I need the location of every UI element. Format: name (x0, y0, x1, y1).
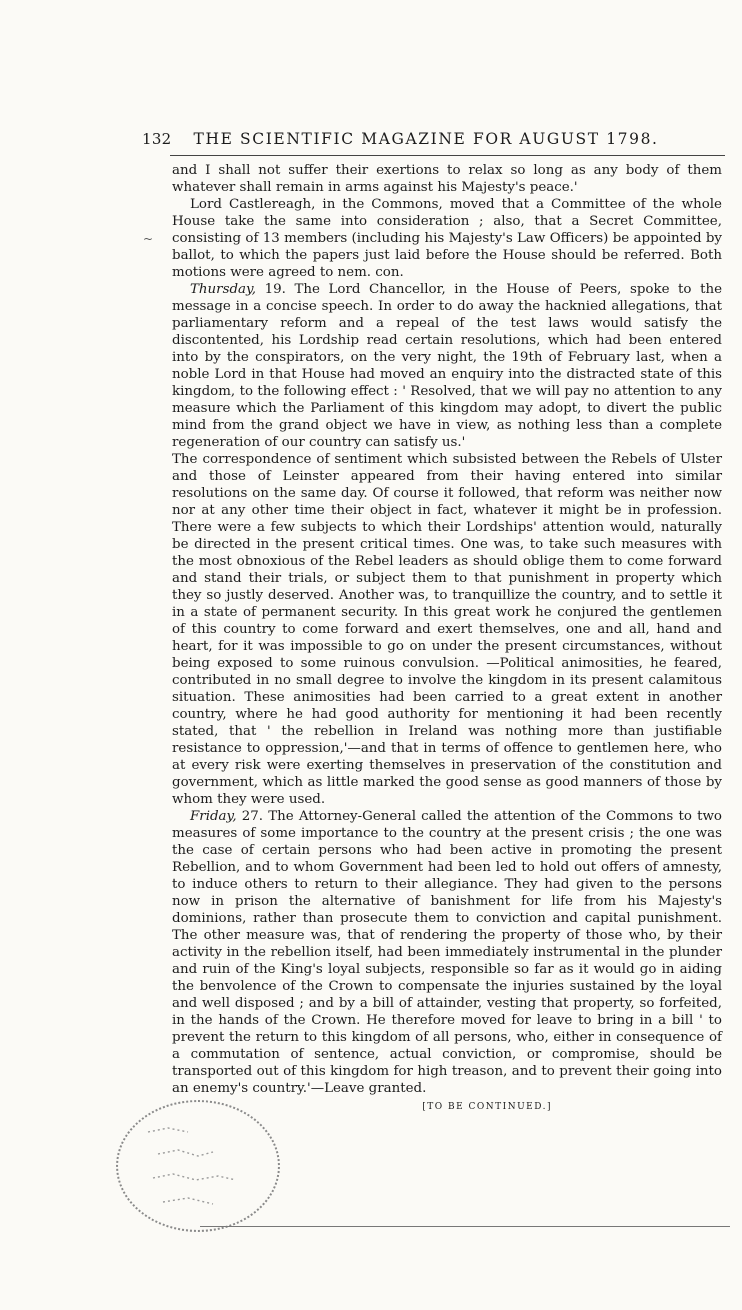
page-header (142, 130, 722, 148)
article-body (172, 162, 722, 1116)
library-stamp (116, 1100, 280, 1232)
paragraph-4: The correspondence of sentiment which subsisted between the Rebels of Ulster and those of Leinster appeared from their having entered into similar resolutions on the same day. Of course it followed, that reform was neither now nor at any other time their object in fact, whatever it might be in profession. There were a few subjects to which their Lordships' attention would, naturally be directed in the present critical times. One was, to take such measures with the most obnoxious of the Rebel leaders as should oblige them to come forward and stand their trials, or subject them to that punishment in property which they so justly deserved. Another was, to tranquillize the country, and to settle it in a state of permanent security. In this great work he conjured the gentlemen of this country to come forward and exert themselves, one and all, hand and heart, for it was impossible to go on under the present circumstances, without being exposed to some ruinous convulsion. —Political animosities, he feared, contributed in no small degree to involve the kingdom in its present calamitous situation. These animosities had been carried to a great extent in another country, where he had good authority for mentioning it had been recently stated, that ' the rebellion in Ireland was nothing more than justifiable resistance to oppression,'—and that in terms of offence to gentlemen here, who at every risk were exerting themselves in preservation of the constitution and government, which as little marked the good sense as good manners of those by whom they were used. (172, 452, 722, 807)
paragraph-3: Thursday, 19. The Lord Chancellor, in the House of Peers, spoke to the message in a concise speech. In order to do away the hacknied allegations, that parliamentary reform and a repeal of the test laws would satisfy the discontented, his Lordship read certain resolutions, which had been entered into by the conspirators, on the very night, the 19th of February last, when a noble Lord in that House had moved an enquiry into the distracted state of this kingdom, to the following effect : ' Resolved, that we will pay no attention to any measure which the Parliament of this kingdom may adopt, to divert the public mind from the grand object we have in view, as nothing less than a complete regeneration of our country can satisfy us.' (172, 282, 722, 450)
paragraph-2: Lord Castlereagh, in the Commons, moved that a Committee of the whole House take the same into consideration ; also, that a Secret Committee, consisting of 13 members (including his Majesty's Law Officers) be appointed by ballot, to which the papers just laid before the House should be referred. Both motions were agreed to nem. con. (172, 197, 722, 280)
page-number: 132 (142, 130, 172, 148)
paragraph-1: and I shall not suffer their exertions to relax so long as any body of them whatever shall remain in arms against his Majesty's peace.' (172, 163, 722, 195)
bottom-rule (200, 1226, 730, 1227)
header-rule (170, 155, 725, 156)
paragraph-5: Friday, 27. The Attorney-General called the attention of the Commons to two measures of some importance to the country at the present crisis ; the one was the case of certain persons who had been active in promoting the present Rebellion, and to whom Government had been led to hold out offers of amnesty, to induce others to return to their allegiance. They had given to the persons now in prison the alternative of banishment for life from his Majesty's dominions, rather than prosecute them to conviction and capital punishment. The other measure was, that of rendering the property of those who, by their activity in the rebellion itself, had been immediately instrumental in the plunder and ruin of the King's loyal subjects, responsible so far as it would go in aiding the benvolence of the Crown to compensate the injuries sustained by the loyal and well disposed ; and by a bill of attainder, vesting that property, so forfeited, in the hands of the Crown. He therefore moved for leave to bring in a bill ' to prevent the return to this kingdom of all persons, who, either in consequence of a commutation of sentence, actual conviction, or compromise, should be transported out of this kingdom for high treason, and to prevent their going into an enemy's country.'—Leave granted. (172, 809, 722, 1096)
continued-note: [TO BE CONTINUED.] (422, 1102, 552, 1112)
margin-mark: ~ (143, 232, 154, 246)
running-title: THE SCIENTIFIC MAGAZINE FOR AUGUST 1798. (193, 130, 659, 148)
stamp-graphic (118, 1102, 278, 1230)
